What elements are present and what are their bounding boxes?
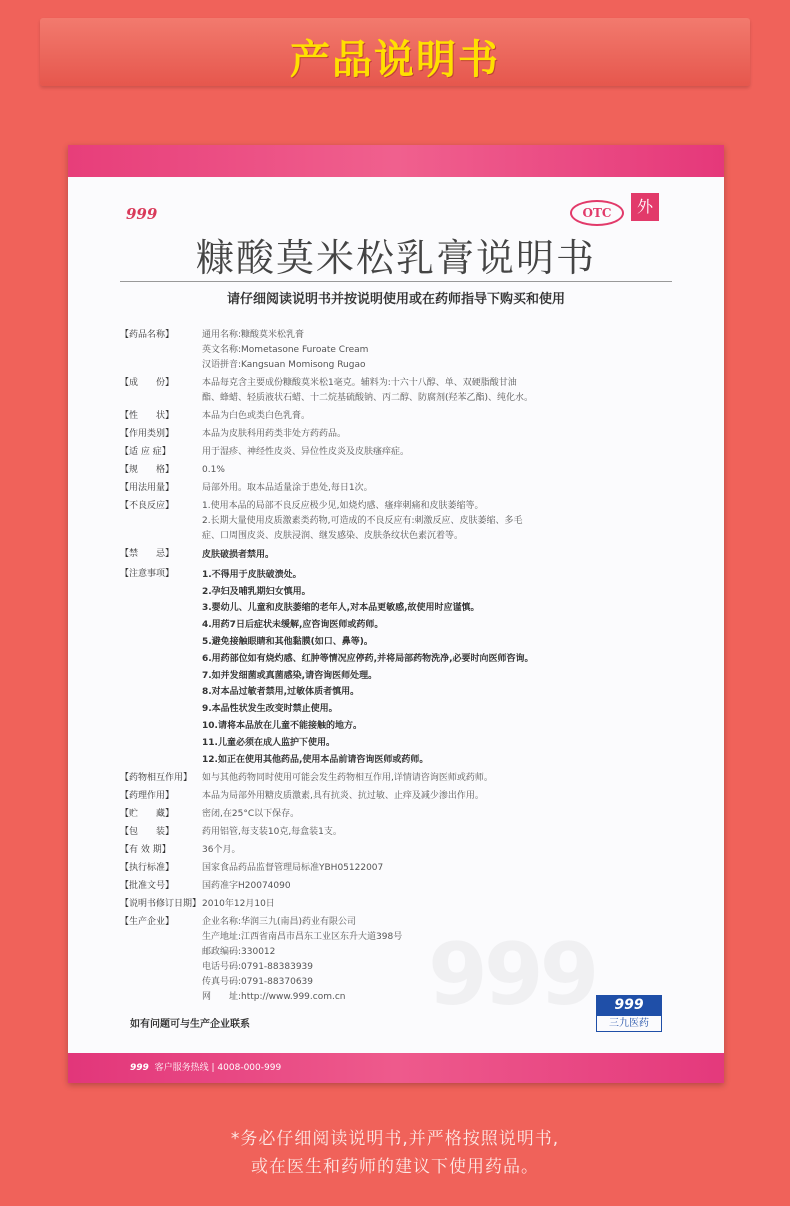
entry-value-line: 国药准字H20074090 <box>202 881 291 892</box>
footnote-line-1: *务必仔细阅读说明书,并严格按照说明书, <box>230 1129 560 1149</box>
entry-row <box>120 861 680 876</box>
footnote-line-2: 或在医生和药师的建议下使用药品。 <box>251 1157 539 1177</box>
external-use-badge: 外 <box>631 193 659 221</box>
entry-value-line: 生产地址:江西省南昌市昌东工业区东升大道398号 <box>202 932 403 943</box>
entry-value-line: 症、口周围皮炎、皮肤浸润、继发感染、皮肤条纹状色素沉着等。 <box>202 531 464 541</box>
entry-value <box>202 825 680 840</box>
entry-value-line: 6.用药部位如有烧灼感、红肿等情况应停药,并将局部药物洗净,必要时向医师咨询。 <box>202 653 534 664</box>
entry-label: 【 说明书修订日期 】 <box>120 897 202 912</box>
entry-value-line: 酯、蜂蜡、轻质液状石蜡、十二烷基硫酸钠、丙二醇、防腐剂(羟苯乙酯)、纯化水。 <box>202 393 534 403</box>
entry-row <box>120 481 680 496</box>
entry-value <box>202 409 680 424</box>
entry-value <box>202 427 680 442</box>
sheet-bottom-bar <box>68 1053 724 1083</box>
entry-value-line: 9.本品性状发生改变时禁止使用。 <box>202 704 338 715</box>
entry-value-line: 1.不得用于皮肤破溃处。 <box>202 569 302 580</box>
entry-row <box>120 499 680 544</box>
entry-value-line: 药用铝管,每支装10克,每盒装1支。 <box>202 827 342 838</box>
entry-row <box>120 409 680 424</box>
entry-value-line: 汉语拼音:Kangsuan Momisong Rugao <box>202 360 366 370</box>
entry-value <box>202 567 680 769</box>
entry-value-line: 2.长期大量使用皮质激素类药物,可造成的不良反应有:刺激反应、皮肤萎缩、多毛 <box>202 516 523 526</box>
entry-value-line: 1.使用本品的局部不良反应极少见,如烧灼感、瘙痒刺痛和皮肤萎缩等。 <box>202 501 484 511</box>
entry-value <box>202 499 680 544</box>
entry-value-line: 本品为局部外用糖皮质激素,具有抗炎、抗过敏、止痒及减少渗出作用。 <box>202 791 484 802</box>
entry-label: 【 生产企业 】 <box>120 915 202 1005</box>
entry-value-line: 4.用药7日后症状未缓解,应咨询医师或药师。 <box>202 620 384 631</box>
entry-value-line: 网 址:http://www.999.com.cn <box>202 992 346 1003</box>
entry-row <box>120 376 680 406</box>
entry-value-line: 英文名称:Mometasone Furoate Cream <box>202 345 369 355</box>
entry-value-line: 用于湿疹、神经性皮炎、异位性皮炎及皮肤瘙痒症。 <box>202 447 410 457</box>
entry-row <box>120 897 680 912</box>
entry-value-line: 10.请将本品放在儿童不能接触的地方。 <box>202 720 362 731</box>
entry-row <box>120 463 680 478</box>
entry-row <box>120 427 680 442</box>
document-title: 糠酸莫米松乳膏说明书 <box>195 236 596 280</box>
entry-value <box>202 861 680 876</box>
entry-value-line: 本品为白色或类白色乳膏。 <box>202 411 311 421</box>
entry-value <box>202 463 680 478</box>
entry-value-line: 局部外用。取本品适量涂于患处,每日1次。 <box>202 483 373 493</box>
hotline-text: 客户服务热线 | 4008-000-999 <box>154 1063 282 1073</box>
entry-label: 【 药物相互作用 】 <box>120 771 202 786</box>
entry-row <box>120 771 680 786</box>
entry-row <box>120 567 680 769</box>
entry-label: 【 贮 藏 】 <box>120 807 202 822</box>
entry-value <box>202 771 680 786</box>
footnote <box>0 1125 790 1181</box>
entry-value-line: 传真号码:0791-88370639 <box>202 977 313 988</box>
entry-value <box>202 376 680 406</box>
entry-value-line: 密闭,在25°C以下保存。 <box>202 809 300 820</box>
entry-value <box>202 807 680 822</box>
entry-label: 【 作用类别 】 <box>120 427 202 442</box>
entry-label: 【 包 装 】 <box>120 825 202 840</box>
entry-value-line: 0.1% <box>202 465 225 475</box>
entry-row <box>120 445 680 460</box>
entry-value-line: 5.避免接触眼睛和其他黏膜(如口、鼻等)。 <box>202 636 373 647</box>
entry-value <box>202 915 680 1005</box>
entry-label: 【 执行标准 】 <box>120 861 202 876</box>
otc-badge: OTC <box>570 200 624 226</box>
entry-value <box>202 843 680 858</box>
entry-value-line: 7.如并发细菌或真菌感染,请咨询医师处理。 <box>202 670 378 681</box>
entry-value-line: 本品每克含主要成份糠酸莫米松1毫克。辅料为:十六十八醇、单、双硬脂酸甘油 <box>202 378 517 388</box>
entry-value-line: 本品为皮肤科用药类非处方药药品。 <box>202 429 347 439</box>
sheet-top-bar <box>68 145 724 177</box>
entry-row <box>120 843 680 858</box>
entry-value <box>202 547 680 564</box>
entry-label: 【 用法用量 】 <box>120 481 202 496</box>
entry-value-line: 3.婴幼儿、儿童和皮肤萎缩的老年人,对本品更敏感,故使用时应谨慎。 <box>202 603 480 614</box>
entry-value-line: 通用名称:糠酸莫米松乳膏 <box>202 330 305 340</box>
entry-label: 【 规 格 】 <box>120 463 202 478</box>
contact-note: 如有问题可与生产企业联系 <box>130 1019 250 1030</box>
entry-row <box>120 879 680 894</box>
entry-label: 【 适 应 症 】 <box>120 445 202 460</box>
entry-label: 【 注意事项 】 <box>120 567 202 769</box>
entry-value-line: 电话号码:0791-88383939 <box>202 962 313 973</box>
hotline-brand: 999 <box>130 1063 149 1073</box>
entry-row <box>120 328 680 373</box>
brand-mark <box>596 995 662 1033</box>
entry-value <box>202 328 680 373</box>
entry-row <box>120 825 680 840</box>
entry-row <box>120 789 680 804</box>
entry-row <box>120 807 680 822</box>
document-subtitle: 请仔细阅读说明书并按说明使用或在药师指导下购买和使用 <box>226 292 565 307</box>
entry-value-line: 如与其他药物同时使用可能会发生药物相互作用,详情请咨询医师或药师。 <box>202 773 493 784</box>
entry-value <box>202 897 680 912</box>
entry-value-line: 企业名称:华润三九(南昌)药业有限公司 <box>202 917 357 928</box>
hotline <box>130 1060 281 1073</box>
entry-list <box>120 328 680 1008</box>
banner-title: 产品说明书 <box>290 37 500 83</box>
entry-value <box>202 481 680 496</box>
entry-label: 【 药理作用 】 <box>120 789 202 804</box>
entry-value-line: 36个月。 <box>202 845 241 856</box>
entry-label: 【 性 状 】 <box>120 409 202 424</box>
entry-value-line: 皮肤破损者禁用。 <box>202 550 275 560</box>
header-banner <box>40 18 750 86</box>
brand-logo: 999 <box>126 205 158 223</box>
entry-label: 【 禁 忌 】 <box>120 547 202 564</box>
brand-mark-name: 三九医药 <box>596 1015 662 1032</box>
entry-value <box>202 879 680 894</box>
entry-label: 【 成 份 】 <box>120 376 202 406</box>
entry-label: 【 不良反应 】 <box>120 499 202 544</box>
entry-value <box>202 789 680 804</box>
entry-value-line: 12.如正在使用其他药品,使用本品前请咨询医师或药师。 <box>202 754 429 765</box>
instruction-sheet <box>68 145 724 1083</box>
entry-value-line: 2010年12月10日 <box>202 899 275 910</box>
brand-mark-number: 999 <box>596 995 662 1015</box>
entry-value-line: 国家食品药品监督管理局标准YBH05122007 <box>202 863 384 874</box>
entry-label: 【 药品名称 】 <box>120 328 202 373</box>
entry-label: 【 批准文号 】 <box>120 879 202 894</box>
entry-value-line: 2.孕妇及哺乳期妇女慎用。 <box>202 586 311 597</box>
entry-label: 【 有 效 期 】 <box>120 843 202 858</box>
title-divider <box>120 281 672 282</box>
entry-value <box>202 445 680 460</box>
entry-value-line: 邮政编码:330012 <box>202 947 276 958</box>
entry-row <box>120 547 680 564</box>
entry-row <box>120 915 680 1005</box>
entry-value-line: 8.对本品过敏者禁用,过敏体质者慎用。 <box>202 687 360 698</box>
entry-value-line: 11.儿童必须在成人监护下使用。 <box>202 737 335 748</box>
